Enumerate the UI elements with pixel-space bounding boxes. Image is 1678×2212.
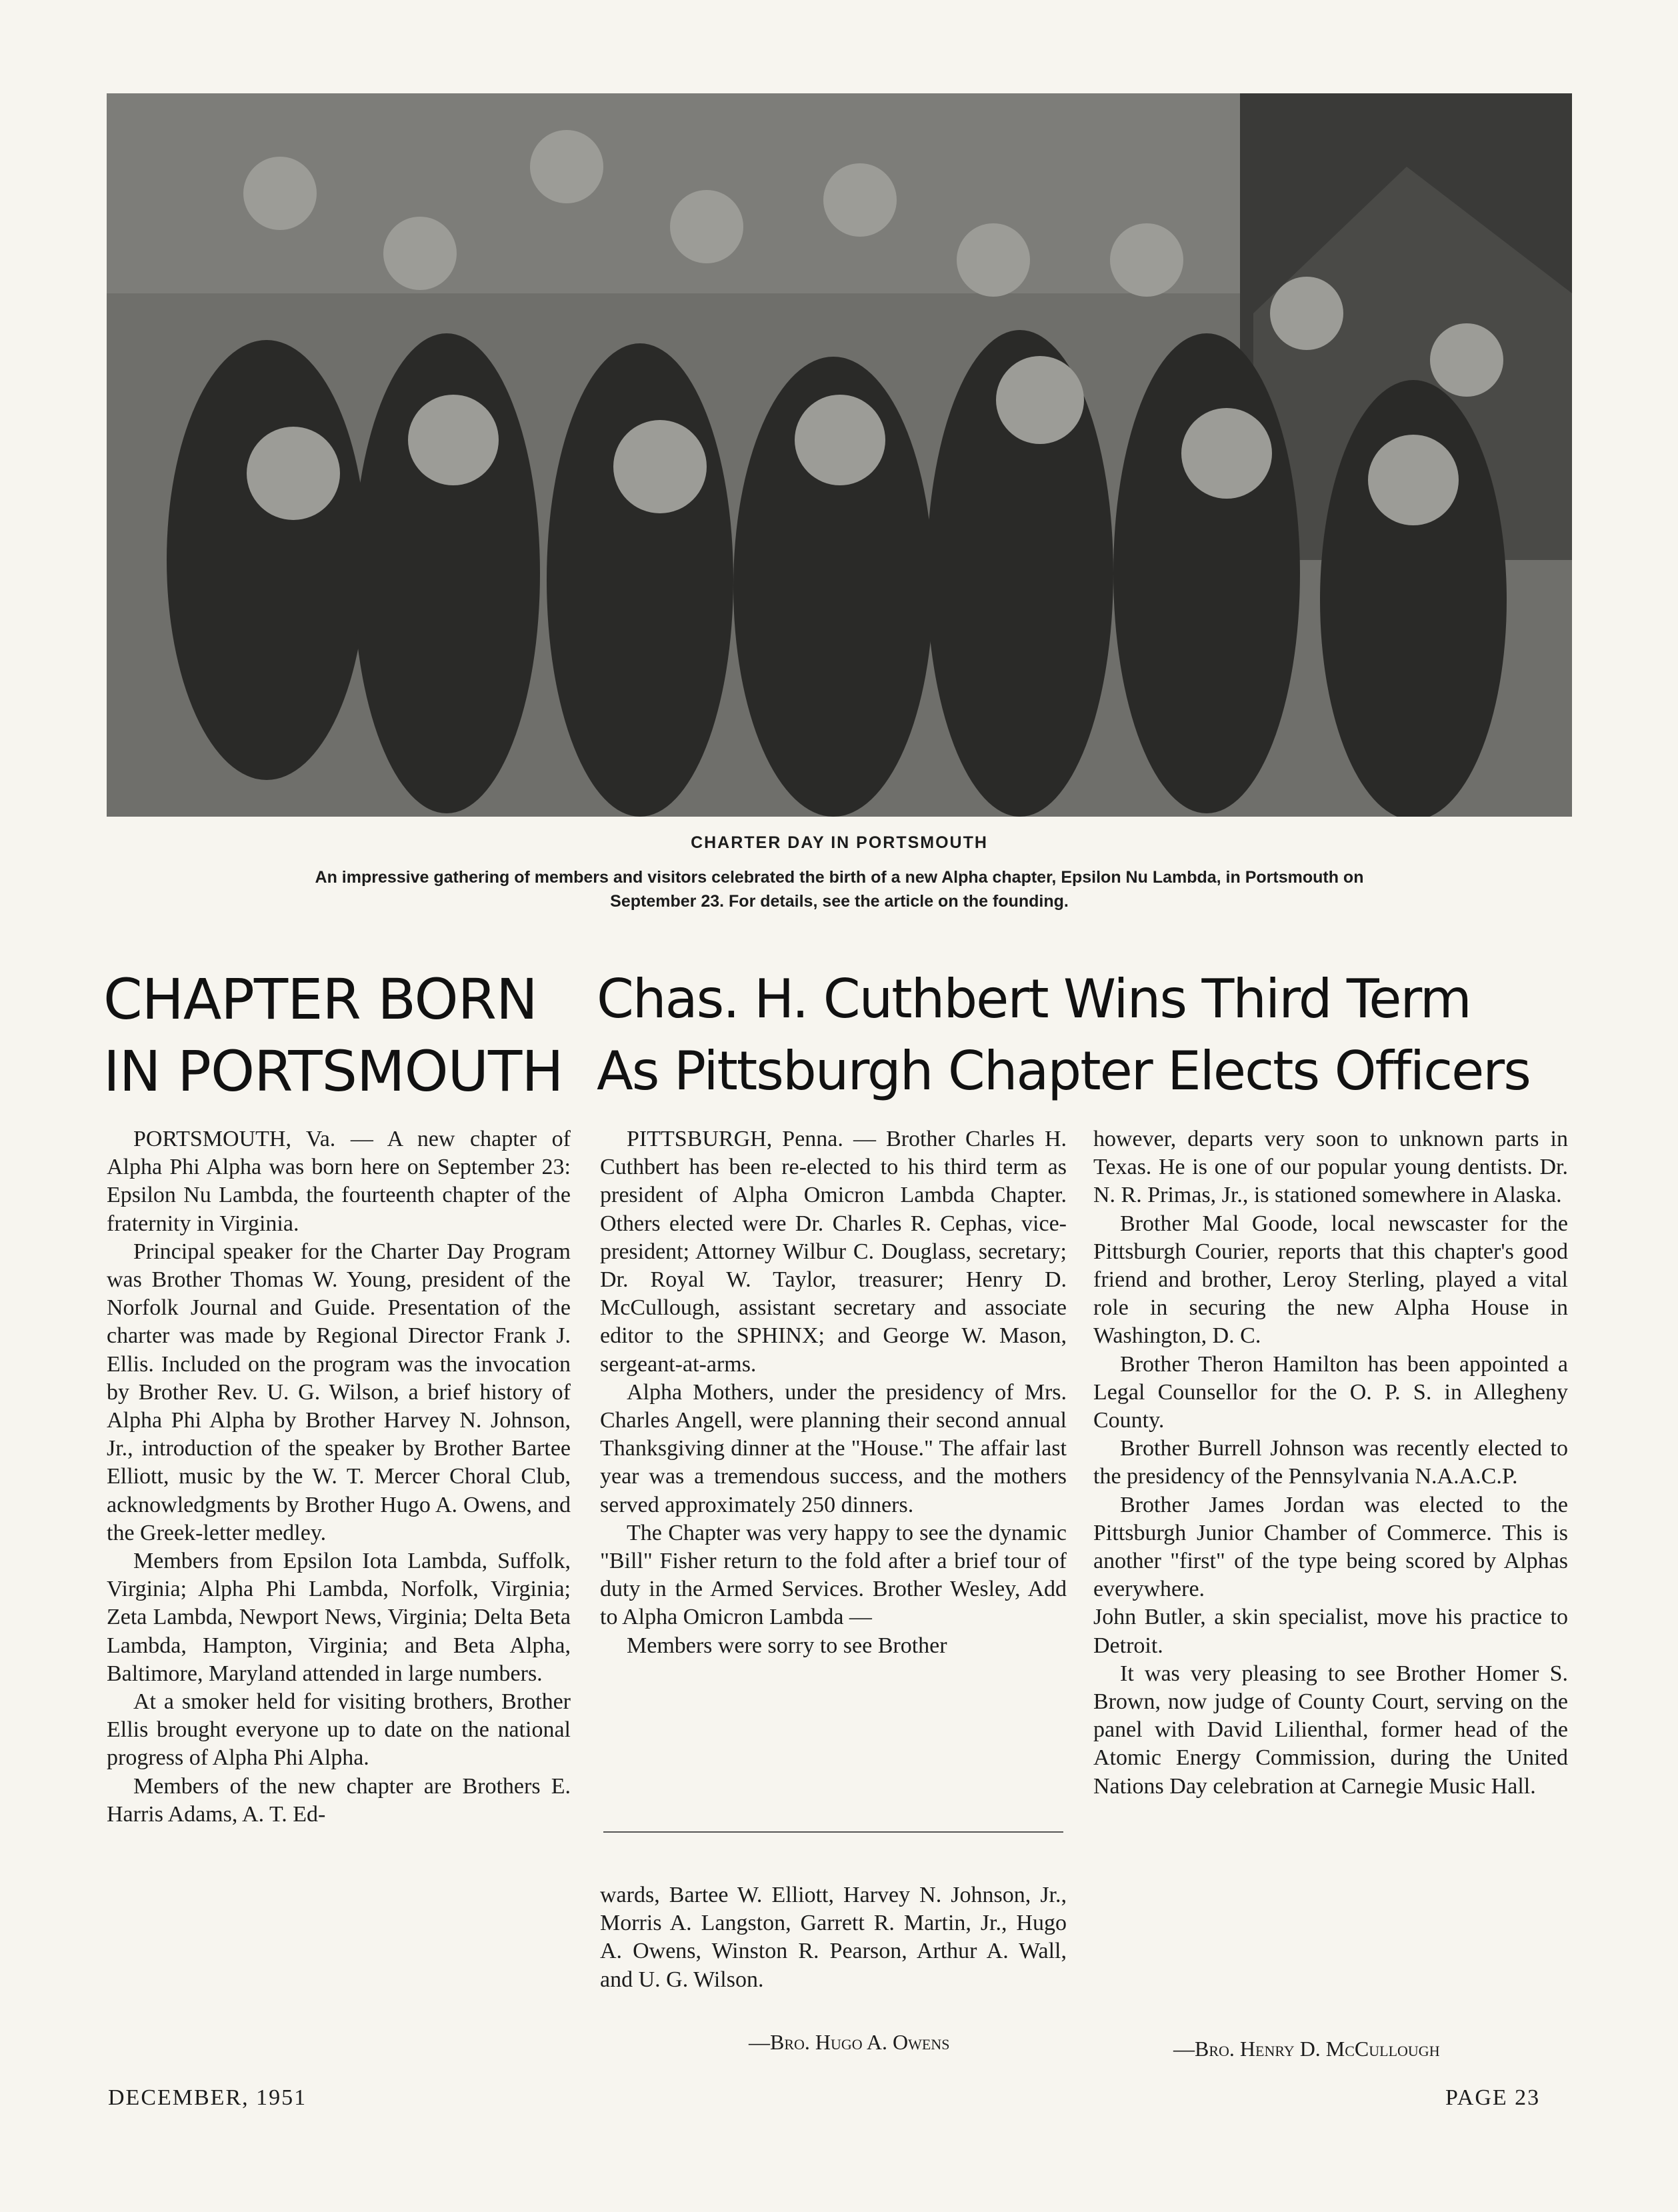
column-divider xyxy=(603,1831,1063,1833)
article2-signature: —Bro. Henry D. McCullough xyxy=(1173,2037,1440,2061)
article2-paragraph: Brother Theron Hamilton has been appointed a Legal Counsellor for the O. P. S. in Allegheny County. xyxy=(1093,1351,1568,1433)
article1-headline-line2: IN PORTSMOUTH xyxy=(103,1039,563,1104)
photo-caption-line2: September 23. For details, see the article on the founding. xyxy=(610,892,1069,911)
article2-paragraph: Members were sorry to see Brother xyxy=(627,1633,947,1658)
article1-continuation: wards, Bartee W. Elliott, Harvey N. Johnson, Jr., Morris A. Langston, Garrett R. Martin, Jr., Hugo A. Owens, Winston R. Pearson, Arthur A. Wall, and U. G. Wilson. xyxy=(600,1883,1067,1992)
article2-column-1 xyxy=(600,1125,1067,1660)
article1-headline xyxy=(103,963,563,1107)
article1-signature: —Bro. Hugo A. Owens xyxy=(749,2030,950,2054)
footer-page-number: PAGE 23 xyxy=(1445,2085,1541,2110)
article1-paragraph: At a smoker held for visiting brothers, Brother Ellis brought everyone up to date on the national progress of Alpha Phi Alpha. xyxy=(107,1689,571,1771)
article2-paragraph: Brother James Jordan was elected to the Pittsburgh Junior Chamber of Commerce. This is another "first" of the type being scored by Alphas everywhere. xyxy=(1093,1492,1568,1602)
article2-paragraph: Alpha Mothers, under the presidency of Mrs. Charles Angell, were planning their second annual Thanksgiving dinner at the "House." The affair last year was a tremendous success, and the mothers served approximately 250 dinners. xyxy=(600,1379,1067,1517)
article1-paragraph: Members of the new chapter are Brothers E. Harris Adams, A. T. Ed- xyxy=(107,1773,571,1827)
article2-headline xyxy=(597,963,1530,1107)
article2-paragraph: PITTSBURGH, Penna. — Brother Charles H. Cuthbert has been re-elected to his third term as president of Alpha Omicron Lambda Chapter. Others elected were Dr. Charles R. Cephas, vice-president; Attorney Wilbur C. Douglass, secretary; Dr. Royal W. Taylor, treasurer; Henry D. McCullough, assistant secretary and associate editor to the SPHINX; and George W. Mason, sergeant-at-arms. xyxy=(600,1127,1067,1377)
article1-headline-line1: CHAPTER BORN xyxy=(103,967,537,1032)
article2-headline-line1: Chas. H. Cuthbert Wins Third Term xyxy=(597,968,1471,1030)
article1-paragraph: Principal speaker for the Charter Day Program was Brother Thomas W. Young, president of the Norfolk Journal and Guide. Presentation of the charter was made by Regional Director Frank J. Ellis. Included on the program was the invocation by Brother Rev. U. G. Wilson, a brief history of Alpha Phi Alpha by Brother Harvey N. Johnson, Jr., introduction of the speaker by Brother Bartee Elliott, music by the W. T. Mercer Choral Club, acknowledgments by Brother Hugo A. Owens, and the Greek-letter medley. xyxy=(107,1239,571,1545)
group-photo-icon xyxy=(107,93,1572,817)
footer-date: DECEMBER, 1951 xyxy=(108,2085,307,2110)
article2-headline-line2: As Pittsburgh Chapter Elects Officers xyxy=(597,1040,1530,1102)
article2-paragraph: It was very pleasing to see Brother Homer S. Brown, now judge of County Court, serving on the panel with David Lilienthal, former head of the Atomic Energy Commission, during the United Nations Day celebration at Carnegie Music Hall. xyxy=(1093,1661,1568,1799)
article2-column-2 xyxy=(1093,1125,1568,1801)
article2-paragraph: Brother Mal Goode, local newscaster for the Pittsburgh Courier, reports that this chapter's good friend and brother, Leroy Sterling, played a vital role in securing the new Alpha House in Washington, D. C. xyxy=(1093,1211,1568,1349)
photo-caption-body xyxy=(107,865,1572,913)
article1-paragraph: PORTSMOUTH, Va. — A new chapter of Alpha Phi Alpha was born here on September 23: Epsilon Nu Lambda, the fourteenth chapter of the fraternity in Virginia. xyxy=(107,1127,571,1236)
photo-caption-title: CHARTER DAY IN PORTSMOUTH xyxy=(691,833,988,852)
article2-paragraph: The Chapter was very happy to see the dynamic "Bill" Fisher return to the fold after a brief tour of duty in the Armed Services. Brother Wesley, Add to Alpha Omicron Lambda — xyxy=(600,1520,1067,1630)
group-photo xyxy=(107,93,1572,817)
photo-caption-line1: An impressive gathering of members and visitors celebrated the birth of a new Alpha chapter, Epsilon Nu Lambda, in Portsmouth on xyxy=(315,868,1364,887)
article2-paragraph: John Butler, a skin specialist, move his practice to Detroit. xyxy=(1093,1605,1568,1658)
article1-column xyxy=(107,1125,571,1829)
article2-paragraph: however, departs very soon to unknown parts in Texas. He is one of our popular young dentists. Dr. N. R. Primas, Jr., is stationed somewhere in Alaska. xyxy=(1093,1127,1568,1208)
article1-paragraph: Members from Epsilon Iota Lambda, Suffolk, Virginia; Alpha Phi Lambda, Norfolk, Virginia; Zeta Lambda, Newport News, Virginia; Delta Beta Lambda, Hampton, Virginia; and Beta Alpha, Baltimore, Maryland attended in large numbers. xyxy=(107,1549,571,1686)
article2-paragraph: Brother Burrell Johnson was recently elected to the presidency of the Pennsylvania N.A.A.C.P. xyxy=(1093,1436,1568,1489)
